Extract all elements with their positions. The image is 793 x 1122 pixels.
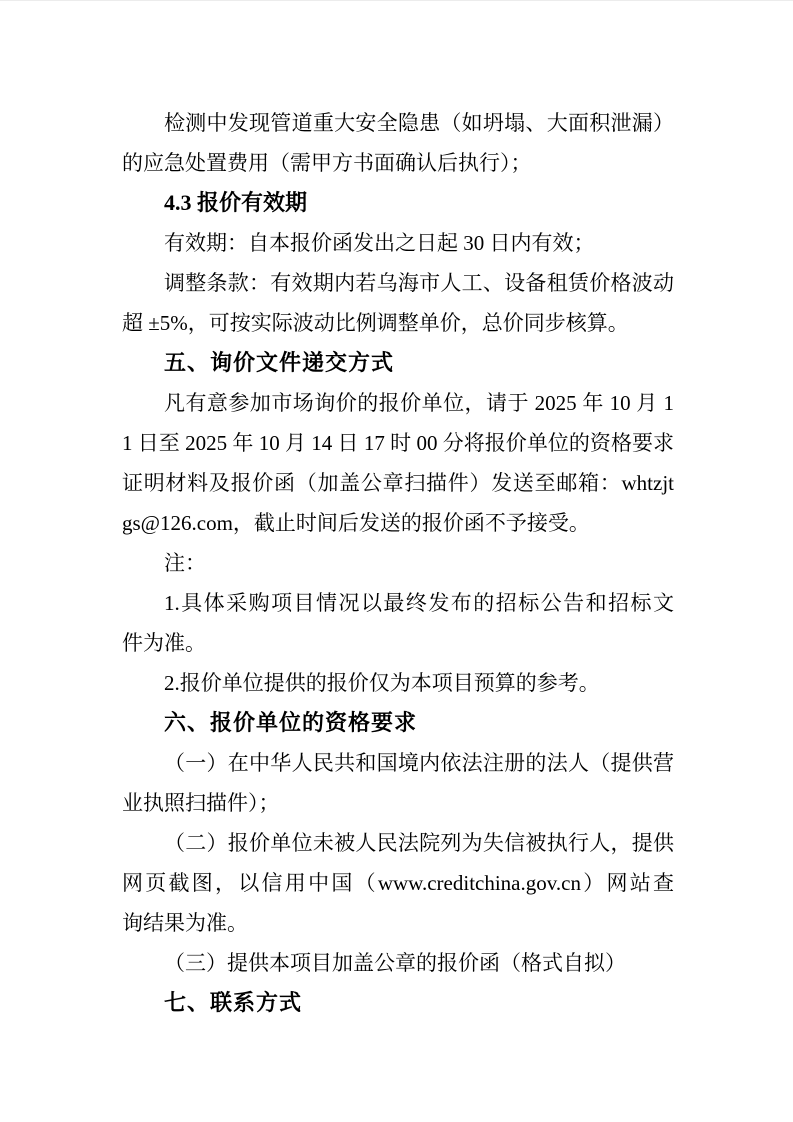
- paragraph-line: 证明材料及报价函（加盖公章扫描件）发送至邮箱：whtzjt: [122, 471, 674, 495]
- paragraph-line: 凡有意参加市场询价的报价单位，请于 2025 年 10 月 1: [164, 391, 674, 415]
- paragraph-line: 的应急处置费用（需甲方书面确认后执行）；: [122, 151, 532, 175]
- document-text-block: [122, 103, 674, 1023]
- paragraph-line: 1.具体采购项目情况以最终发布的招标公告和招标文: [164, 591, 674, 615]
- paragraph-line: 调整条款：有效期内若乌海市人工、设备租赁价格波动: [164, 271, 674, 295]
- note-label: 注：: [164, 551, 206, 575]
- paragraph-line: 业执照扫描件）；: [122, 791, 280, 815]
- heading-submission-method: 五、询价文件递交方式: [164, 350, 395, 375]
- paragraph-line: gs@126.com，截止时间后发送的报价函不予接受。: [122, 511, 590, 535]
- paragraph-line: 检测中发现管道重大安全隐患（如坍塌、大面积泄漏）: [164, 111, 674, 135]
- paragraph-line: 2.报价单位提供的报价仅为本项目预算的参考。: [164, 671, 600, 695]
- heading-qualification-requirements: 六、报价单位的资格要求: [164, 710, 418, 735]
- paragraph-line: 超 ±5%，可按实际波动比例调整单价，总价同步核算。: [122, 311, 629, 335]
- heading-contact-info: 七、联系方式: [164, 990, 303, 1015]
- heading-quote-validity: 4.3 报价有效期: [164, 190, 308, 215]
- paragraph-line: 有效期：自本报价函发出之日起 30 日内有效；: [164, 231, 595, 255]
- paragraph-line: 件为准。: [122, 631, 206, 655]
- paragraph-line: 询结果为准。: [122, 911, 248, 935]
- paragraph-line: （三）提供本项目加盖公章的报价函（格式自拟）: [164, 951, 626, 975]
- paragraph-line: （一）在中华人民共和国境内依法注册的法人（提供营: [164, 751, 674, 775]
- paragraph-line: 1 日至 2025 年 10 月 14 日 17 时 00 分将报价单位的资格要求: [122, 431, 674, 455]
- paragraph-line: 网页截图，以信用中国（www.creditchina.gov.cn）网站查: [122, 871, 674, 895]
- paragraph-line: （二）报价单位未被人民法院列为失信被执行人，提供: [164, 831, 674, 855]
